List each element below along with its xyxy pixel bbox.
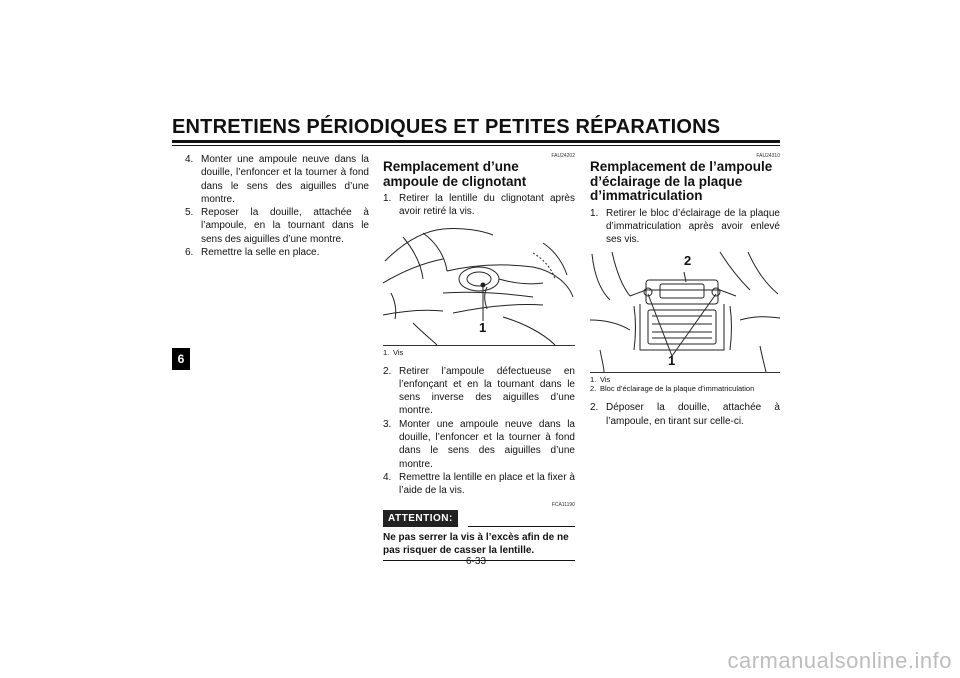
section-code: FAU24310 bbox=[756, 153, 780, 159]
attention-rule bbox=[468, 526, 575, 527]
caption-text: Bloc d’éclairage de la plaque d’immatriculation bbox=[600, 384, 755, 394]
step-text: Monter une ampoule neuve dans la douille, l’enfoncer et la tourner à fond dans le sens des aiguilles d’une montre. bbox=[399, 418, 575, 470]
figure-callout-2: 2 bbox=[684, 253, 692, 269]
title-rule-thin bbox=[172, 145, 780, 146]
step-text: Retirer le bloc d’éclairage de la plaque d’immatriculation après avoir enlevé ses vis. bbox=[606, 207, 780, 246]
page-number: 6-33 bbox=[466, 556, 487, 567]
caption-number: 1. bbox=[590, 375, 597, 385]
step-number: 2. bbox=[383, 365, 392, 377]
attention-text: Ne pas serrer la vis à l’excès afin de ne pas risquer de casser la lentille. bbox=[383, 531, 575, 561]
step-5 bbox=[185, 206, 369, 246]
watermark: carmanualsonline.info bbox=[727, 648, 952, 673]
caption-number: 2. bbox=[590, 384, 597, 394]
step-3 bbox=[383, 418, 575, 471]
caption-text: Vis bbox=[600, 375, 611, 385]
caption-number: 1. bbox=[383, 347, 390, 357]
step-1 bbox=[383, 192, 575, 219]
step-text: Remettre la lentille en place et la fixer à l’aide de la vis. bbox=[399, 471, 575, 497]
license-light-figure bbox=[590, 250, 780, 373]
caption-text: Vis bbox=[393, 347, 404, 357]
attention-badge: ATTENTION: bbox=[383, 510, 458, 527]
column-1 bbox=[185, 153, 369, 259]
leader-line-screw-left bbox=[648, 294, 672, 356]
caption-item bbox=[590, 384, 780, 393]
figure-callout-1: 1 bbox=[479, 319, 487, 335]
step-2 bbox=[383, 365, 575, 418]
step-number: 4. bbox=[383, 471, 392, 483]
step-number: 4. bbox=[185, 154, 194, 165]
step-text: Déposer la douille, attachée à l’ampoule, en tirant sur celle-ci. bbox=[606, 402, 780, 427]
leader-line-screw-right bbox=[672, 294, 716, 356]
figure-callout-1: 1 bbox=[668, 353, 676, 369]
step-text: Monter une ampoule neuve dans la douille, l’enfoncer et la tourner à fond dans le sens des aiguilles d’une montre. bbox=[201, 154, 369, 205]
step-text: Retirer l’ampoule défectueuse en l’enfonçant et en la tournant dans le sens inverse des aiguilles d’une montre. bbox=[399, 365, 575, 417]
caption-item bbox=[590, 375, 780, 384]
screw-marker bbox=[481, 282, 486, 287]
step-number: 1. bbox=[590, 207, 599, 219]
step-4b bbox=[383, 471, 575, 498]
figure-caption bbox=[383, 348, 575, 357]
step-text: Reposer la douille, attachée à l’ampoule, en la tournant dans le sens des aiguilles d’une montre. bbox=[201, 207, 369, 245]
section-heading-license-plate: Remplacement de l’ampoule d’éclairage de la plaque d’immatriculation bbox=[590, 159, 773, 203]
step-6 bbox=[185, 246, 369, 259]
page-title: ENTRETIENS PÉRIODIQUES ET PETITES RÉPARATIONS bbox=[172, 116, 721, 138]
step-number: 6. bbox=[185, 247, 194, 259]
step-number: 2. bbox=[590, 402, 599, 414]
section-code: FAU24202 bbox=[551, 153, 575, 159]
turn-signal-figure bbox=[383, 223, 575, 346]
step-number: 3. bbox=[383, 418, 392, 430]
step-number: 5. bbox=[185, 207, 194, 219]
column-3 bbox=[590, 153, 780, 428]
step-2 bbox=[590, 401, 780, 428]
figure-caption bbox=[590, 375, 780, 393]
attention-code: FCA11190 bbox=[551, 501, 575, 508]
step-text: Remettre la selle en place. bbox=[201, 247, 320, 259]
license-light-illustration bbox=[590, 250, 780, 372]
chapter-tab: 6 bbox=[172, 348, 190, 370]
step-text: Retirer la lentille du clignotant après avoir retiré la vis. bbox=[399, 193, 575, 218]
step-4 bbox=[185, 153, 369, 206]
title-rule bbox=[172, 140, 780, 143]
column-2 bbox=[383, 153, 575, 561]
section-heading-turn-signal: Remplacement d’une ampoule de clignotant bbox=[383, 159, 527, 189]
step-1 bbox=[590, 207, 780, 247]
attention-header bbox=[383, 510, 575, 527]
caption-item bbox=[383, 348, 575, 357]
step-number: 1. bbox=[383, 193, 392, 204]
